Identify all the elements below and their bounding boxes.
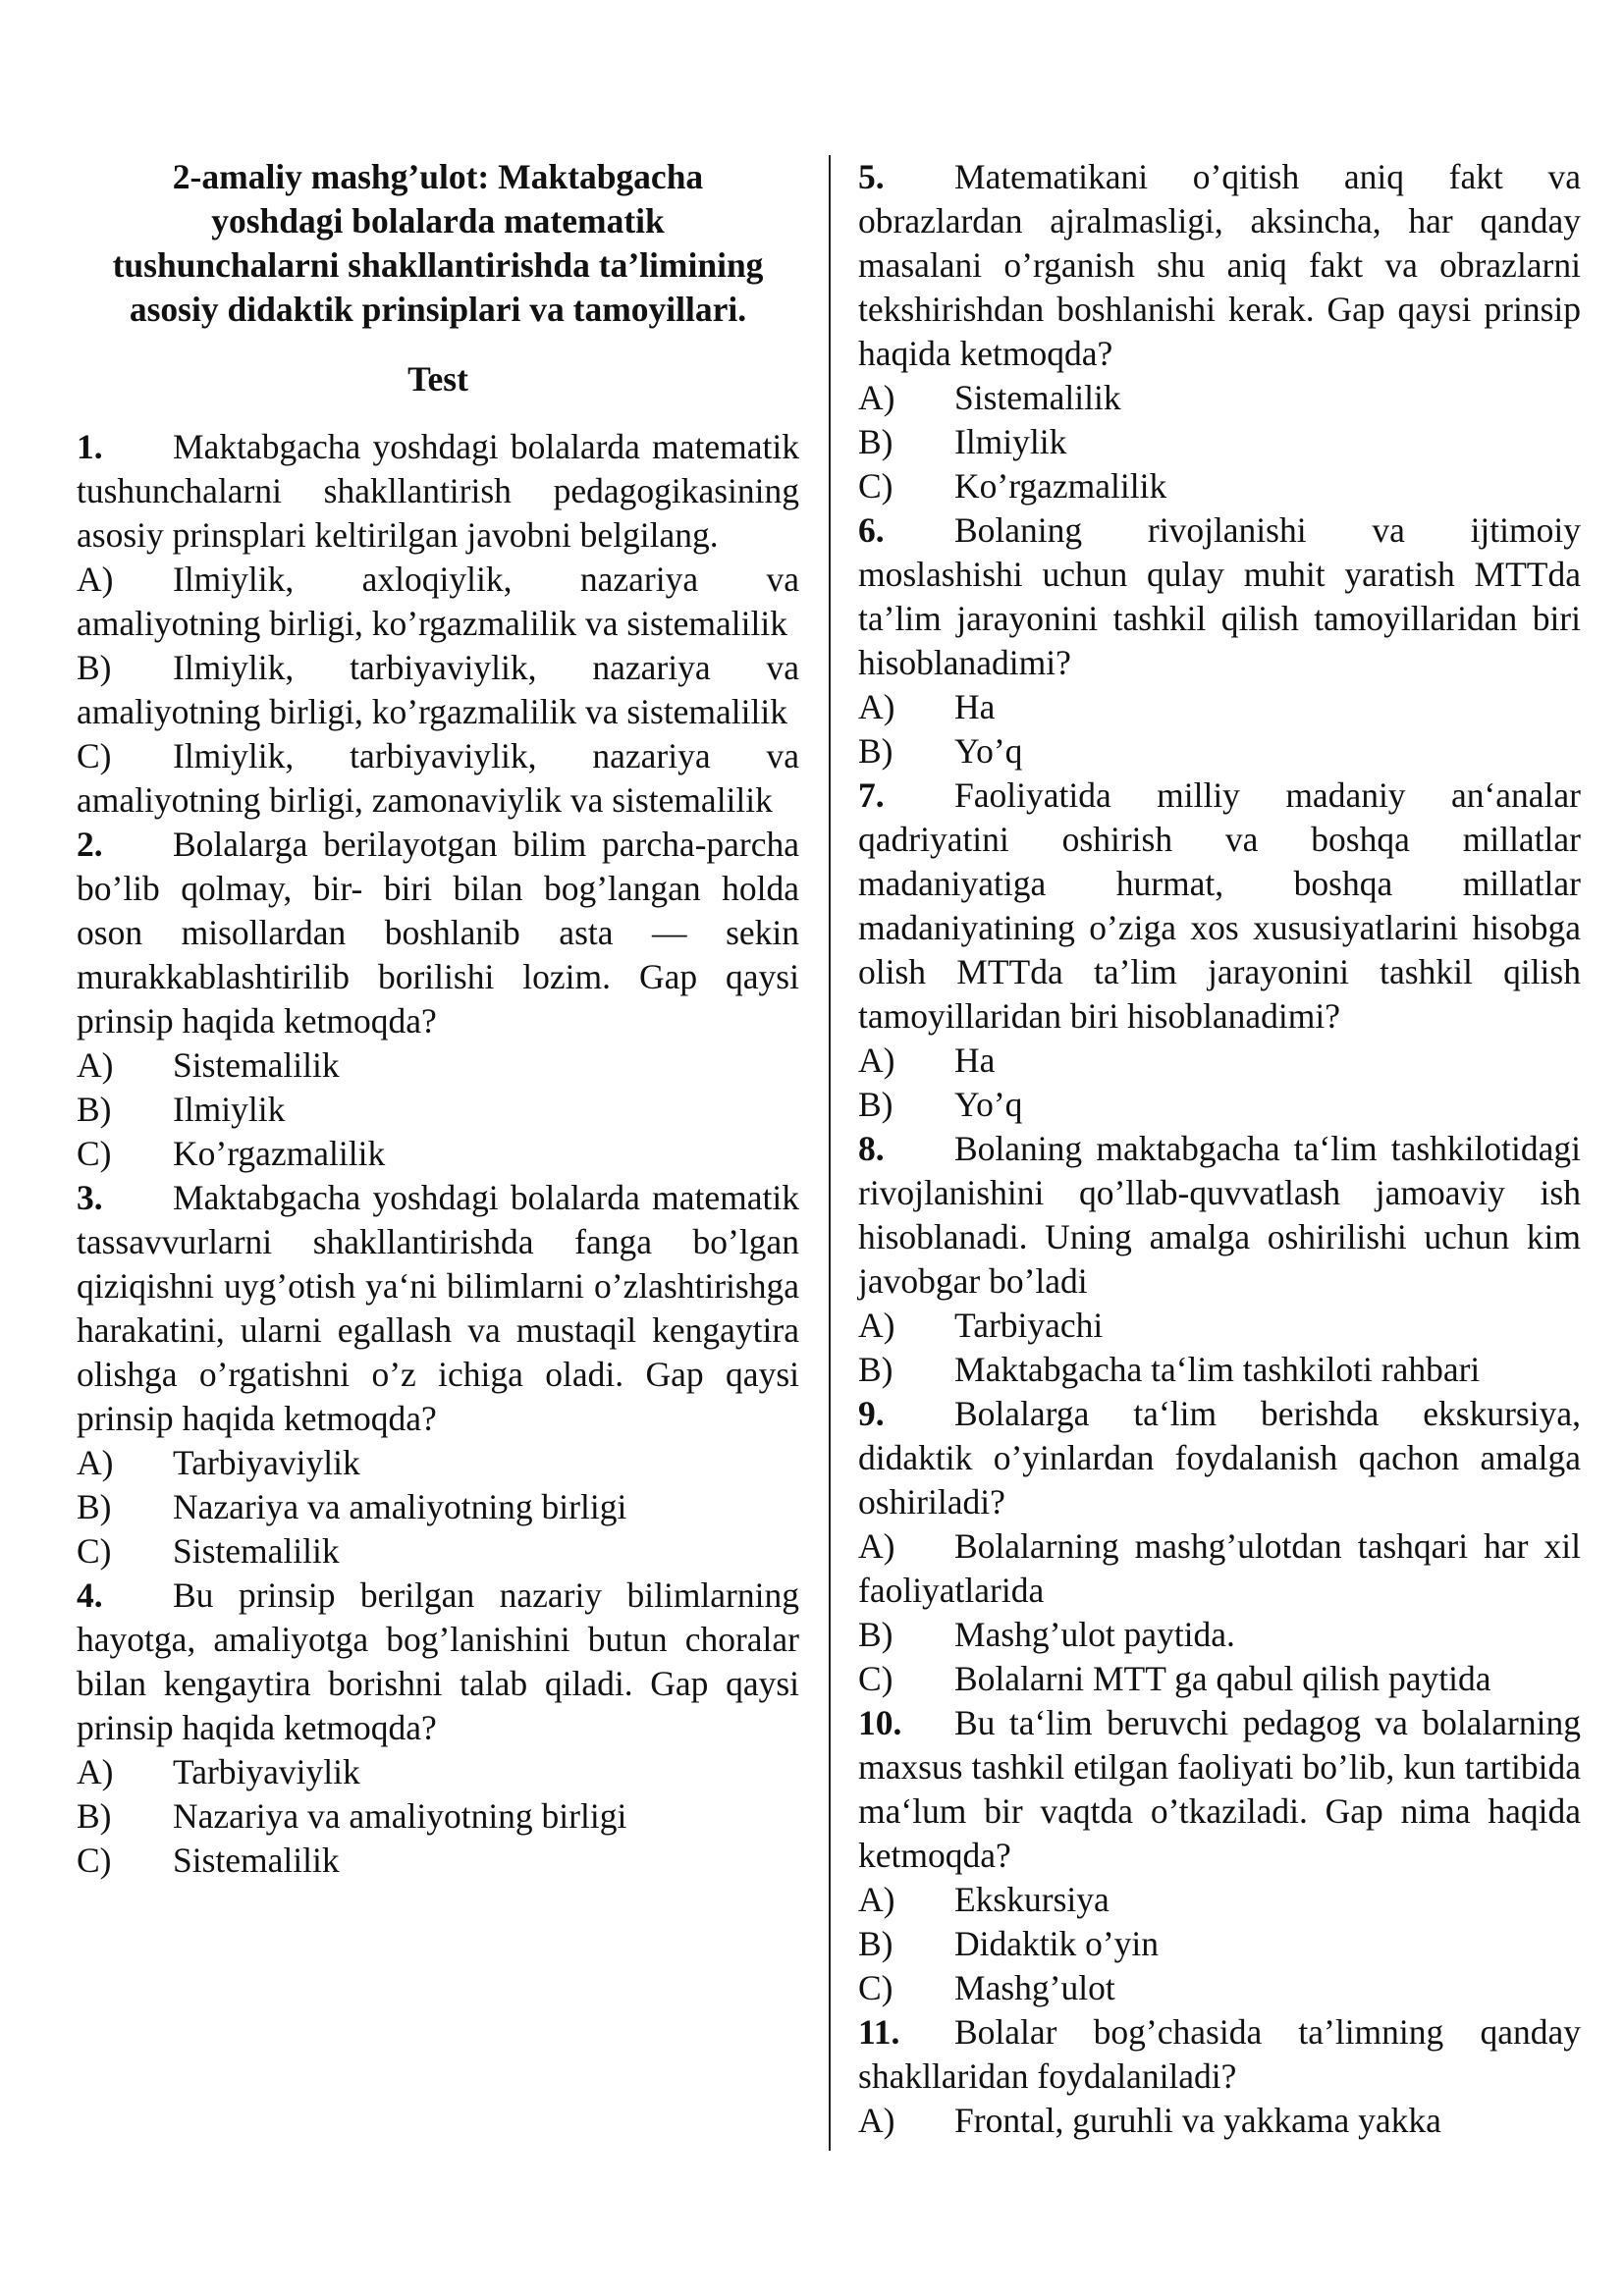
option-letter: C) [858, 1968, 893, 2007]
option-letter: B) [77, 1487, 112, 1526]
option-letter: A) [77, 1045, 114, 1085]
section-heading: Test [407, 359, 468, 399]
question-text [77, 1574, 799, 1750]
question-number: 11. [858, 2012, 900, 2052]
question-body: Bolalar bog’chasida ta’limning qanday shakllaridan foydalaniladi? [858, 2012, 1581, 2096]
question-text [77, 1176, 799, 1441]
question-number: 7. [858, 775, 885, 815]
option-text: Mashg’ulot paytida. [954, 1615, 1235, 1654]
page-title [77, 155, 799, 332]
answer-option [858, 1304, 1581, 1348]
option-text: Ha [954, 1041, 996, 1080]
answer-option [858, 1657, 1581, 1701]
question-number: 6. [858, 510, 885, 550]
option-letter: A) [858, 1526, 895, 1566]
option-letter: B) [858, 422, 893, 461]
option-text: Frontal, guruhli va yakkama yakka [954, 2101, 1441, 2140]
question-block [77, 425, 799, 823]
question-text [858, 1127, 1581, 1304]
question-block [77, 1176, 799, 1574]
answer-option [77, 1441, 799, 1485]
answer-option [77, 1794, 799, 1839]
answer-option [858, 2099, 1581, 2143]
question-number: 10. [858, 1703, 902, 1742]
left-column [77, 155, 799, 1883]
question-text [77, 823, 799, 1043]
answer-option [77, 1529, 799, 1574]
option-text: Maktabgacha ta‘lim tashkiloti rahbari [954, 1350, 1481, 1389]
answer-option [858, 1878, 1581, 1922]
answer-option [77, 1132, 799, 1176]
option-letter: B) [858, 1085, 893, 1124]
option-letter: A) [858, 687, 895, 726]
answer-option [858, 376, 1581, 420]
answer-option [858, 1083, 1581, 1127]
title-line: yoshdagi bolalarda matematik [211, 201, 665, 240]
right-column [858, 155, 1581, 2143]
question-body: Maktabgacha yoshdagi bolalarda matematik tushunchalarni shakllantirish pedagogikasining asosiy prinsplari keltirilgan javobni belgilang. [77, 427, 799, 555]
option-letter: A) [858, 1041, 895, 1080]
question-block [858, 508, 1581, 774]
answer-option [77, 646, 799, 734]
answer-option [858, 1966, 1581, 2010]
answer-option [77, 1043, 799, 1088]
option-text: Bolalarning mashg’ulotdan tashqari har xil faoliyatlarida [858, 1526, 1581, 1610]
option-letter: A) [77, 1752, 114, 1791]
option-letter: B) [858, 1350, 893, 1389]
answer-option [858, 1039, 1581, 1083]
option-letter: B) [77, 1796, 112, 1836]
title-line: 2-amaliy mashg’ulot: Maktabgacha [172, 157, 704, 196]
option-text: Tarbiyachi [954, 1306, 1104, 1345]
option-text: Sistemalilik [173, 1531, 340, 1571]
option-text: Ha [954, 687, 996, 726]
question-block [858, 774, 1581, 1127]
option-letter: B) [858, 1924, 893, 1963]
question-body: Bu ta‘lim beruvchi pedagog va bolalarning maxsus tashkil etilgan faoliyati bo’lib, kun tartibida ma‘lum bir vaqtda o’tkaziladi. Gap nima haqida ketmoqda? [858, 1703, 1581, 1875]
option-text: Ilmiylik [954, 422, 1067, 461]
answer-option [858, 685, 1581, 729]
option-letter: A) [858, 1880, 895, 1919]
option-letter: C) [77, 1134, 112, 1173]
title-line: tushunchalarni shakllantirishda ta’limining [112, 245, 764, 285]
option-letter: B) [858, 731, 893, 771]
question-block [77, 823, 799, 1176]
question-block [858, 1127, 1581, 1392]
question-number: 3. [77, 1178, 103, 1217]
option-text: Bolalarni MTT ga qabul qilish paytida [954, 1659, 1491, 1698]
question-number: 4. [77, 1575, 103, 1615]
option-letter: B) [77, 1090, 112, 1129]
answer-option [858, 1524, 1581, 1613]
question-text [858, 508, 1581, 685]
answer-option [77, 1088, 799, 1132]
question-number: 2. [77, 825, 103, 864]
option-text: Ko’rgazmalilik [173, 1134, 386, 1173]
question-text [858, 2010, 1581, 2099]
question-block [858, 1392, 1581, 1701]
question-body: Bolaning maktabgacha ta‘lim tashkilotidagi rivojlanishini qo’llab-quvvatlash jamoaviy ish hisoblanadi. Uning amalga oshirilishi uchun kim javobgar bo’ladi [858, 1129, 1581, 1301]
question-text [77, 425, 799, 558]
question-number: 9. [858, 1394, 885, 1433]
option-letter: A) [77, 1443, 114, 1482]
answer-option [77, 1839, 799, 1883]
question-block [858, 2010, 1581, 2143]
answer-option [858, 1348, 1581, 1392]
option-text: Yo’q [954, 731, 1023, 771]
title-line: asosiy didaktik prinsiplari va tamoyillari. [129, 290, 747, 329]
answer-option [858, 1922, 1581, 1966]
question-number: 1. [77, 427, 103, 466]
answer-option [858, 1613, 1581, 1657]
question-text [858, 155, 1581, 376]
question-text [858, 1701, 1581, 1878]
question-body: Bolaning rivojlanishi va ijtimoiy moslashishi uchun qulay muhit yaratish MTTda ta’lim jarayonini tashkil qilish tamoyillaridan biri hisoblanadimi? [858, 510, 1581, 682]
option-text: Tarbiyaviylik [173, 1443, 360, 1482]
option-letter: A) [858, 1306, 895, 1345]
option-text: Sistemalilik [173, 1841, 340, 1880]
question-body: Bolalarga berilayotgan bilim parcha-parcha bo’lib qolmay, bir- biri bilan bog’langan holda oson misollardan boshlanib asta — sekin murakkablashtirilib borilishi lozim. Gap qaysi prinsip haqida ketmoqda? [77, 825, 799, 1041]
option-letter: A) [77, 560, 114, 599]
answer-option [858, 729, 1581, 774]
question-body: Matematikani o’qitish aniq fakt va obrazlardan ajralmasligi, aksincha, har qanday masalani o’rganish shu aniq fakt va obrazlarni tekshirishdan boshlanishi kerak. Gap qaysi prinsip haqida ketmoqda? [858, 157, 1581, 373]
option-text: Ko’rgazmalilik [954, 466, 1167, 506]
option-text: Nazariya va amaliyotning birligi [173, 1487, 627, 1526]
question-number: 5. [858, 157, 885, 196]
option-letter: C) [77, 1531, 112, 1571]
question-body: Maktabgacha yoshdagi bolalarda matematik tassavvurlarni shakllantirishda fanga bo’lgan qiziqishni uyg’otish ya‘ni bilimlarni o’zlashtirishga harakatini, ularni egallash va mustaqil kengaytira olishga o’rgatishni o’z ichiga oladi. Gap qaysi prinsip haqida ketmoqda? [77, 1178, 799, 1438]
answer-option [858, 464, 1581, 508]
question-block [77, 1574, 799, 1883]
option-letter: C) [77, 736, 112, 775]
option-letter: C) [77, 1841, 112, 1880]
question-block [858, 1701, 1581, 2010]
option-letter: A) [858, 2101, 895, 2140]
answer-option [77, 1750, 799, 1794]
option-text: Tarbiyaviylik [173, 1752, 360, 1791]
answer-option [77, 558, 799, 646]
option-letter: C) [858, 1659, 893, 1698]
question-body: Bu prinsip berilgan nazariy bilimlarning hayotga, amaliyotga bog’lanishini butun choralar bilan kengaytira borishni talab qiladi. Gap qaysi prinsip haqida ketmoqda? [77, 1575, 799, 1747]
answer-option [77, 734, 799, 823]
option-letter: B) [858, 1615, 893, 1654]
option-text: Ilmiylik, tarbiyaviylik, nazariya va amaliyotning birligi, zamonaviylik va sistemalilik [77, 736, 799, 820]
question-number: 8. [858, 1129, 885, 1168]
question-body: Faoliyatida milliy madaniy an‘analar qadriyatini oshirish va boshqa millatlar madaniyatiga hurmat, boshqa millatlar madaniyatining o’ziga xos xususiyatlarini hisobga olish MTTda ta’lim jarayonini tashkil qilish tamoyillaridan biri hisoblanadimi? [858, 775, 1581, 1036]
option-text: Mashg’ulot [954, 1968, 1115, 2007]
question-text [858, 1392, 1581, 1524]
column-divider [829, 155, 831, 2151]
option-text: Yo’q [954, 1085, 1023, 1124]
answer-option [77, 1485, 799, 1529]
question-block [858, 155, 1581, 508]
answer-option [858, 420, 1581, 464]
option-text: Ilmiylik [173, 1090, 286, 1129]
question-body: Bolalarga ta‘lim berishda ekskursiya, didaktik o’yinlardan foydalanish qachon amalga oshiriladi? [858, 1394, 1581, 1522]
option-text: Ekskursiya [954, 1880, 1110, 1919]
option-text: Sistemalilik [954, 378, 1121, 417]
option-text: Ilmiylik, tarbiyaviylik, nazariya va amaliyotning birligi, ko’rgazmalilik va sistemalilik [77, 648, 799, 731]
option-text: Sistemalilik [173, 1045, 340, 1085]
question-text [858, 774, 1581, 1039]
option-text: Didaktik o’yin [954, 1924, 1160, 1963]
option-letter: B) [77, 648, 112, 687]
option-letter: A) [858, 378, 895, 417]
option-letter: C) [858, 466, 893, 506]
option-text: Nazariya va amaliyotning birligi [173, 1796, 627, 1836]
option-text: Ilmiylik, axloqiylik, nazariya va amaliyotning birligi, ko’rgazmalilik va sistemalilik [77, 560, 799, 643]
